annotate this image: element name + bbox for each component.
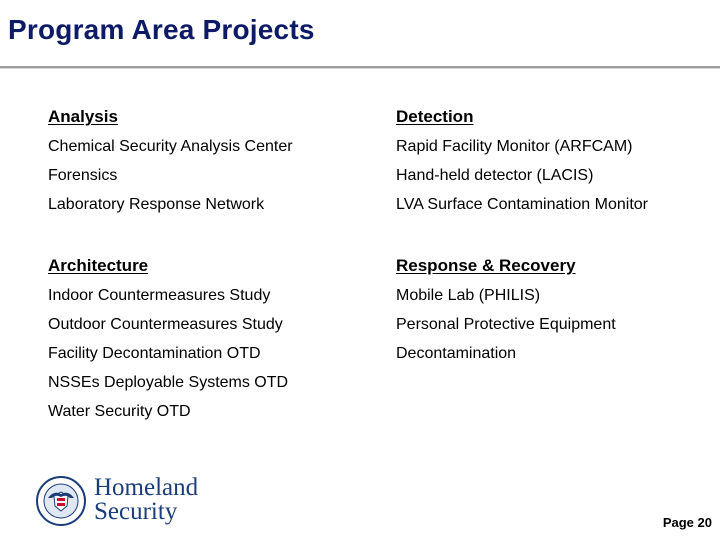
response-recovery-section xyxy=(396,256,616,373)
analysis-heading: Analysis xyxy=(48,107,118,126)
list-item: Hand-held detector (LACIS) xyxy=(396,167,594,184)
architecture-heading: Architecture xyxy=(48,256,149,275)
list-item: Outdoor Countermeasures Study xyxy=(48,316,283,333)
analysis-section xyxy=(48,107,293,224)
list-item: LVA Surface Contamination Monitor xyxy=(396,196,648,213)
list-item: Laboratory Response Network xyxy=(48,196,265,213)
list-item: Personal Protective Equipment xyxy=(396,316,616,333)
list-item: Rapid Facility Monitor (ARFCAM) xyxy=(396,138,633,155)
list-item: Facility Decontamination OTD xyxy=(48,345,261,362)
detection-section xyxy=(396,107,648,224)
list-item: Mobile Lab (PHILIS) xyxy=(396,287,541,304)
logo-line-homeland: Homeland xyxy=(94,474,199,501)
title-divider-shadow xyxy=(0,68,720,69)
list-item: Water Security OTD xyxy=(48,403,191,420)
response-recovery-heading: Response & Recovery xyxy=(396,256,576,275)
homeland-security-logo xyxy=(36,474,236,530)
slide-title: Program Area Projects xyxy=(8,14,315,45)
list-item: NSSEs Deployable Systems OTD xyxy=(48,374,289,391)
list-item: Indoor Countermeasures Study xyxy=(48,287,271,304)
page-number: Page 20 xyxy=(662,515,712,530)
dhs-seal-icon xyxy=(36,476,86,526)
detection-heading: Detection xyxy=(396,107,474,126)
architecture-section xyxy=(48,256,288,431)
list-item: Chemical Security Analysis Center xyxy=(48,138,293,155)
list-item: Forensics xyxy=(48,167,118,184)
list-item: Decontamination xyxy=(396,345,517,362)
logo-wordmark xyxy=(94,476,198,524)
logo-line-security: Security xyxy=(94,498,178,525)
